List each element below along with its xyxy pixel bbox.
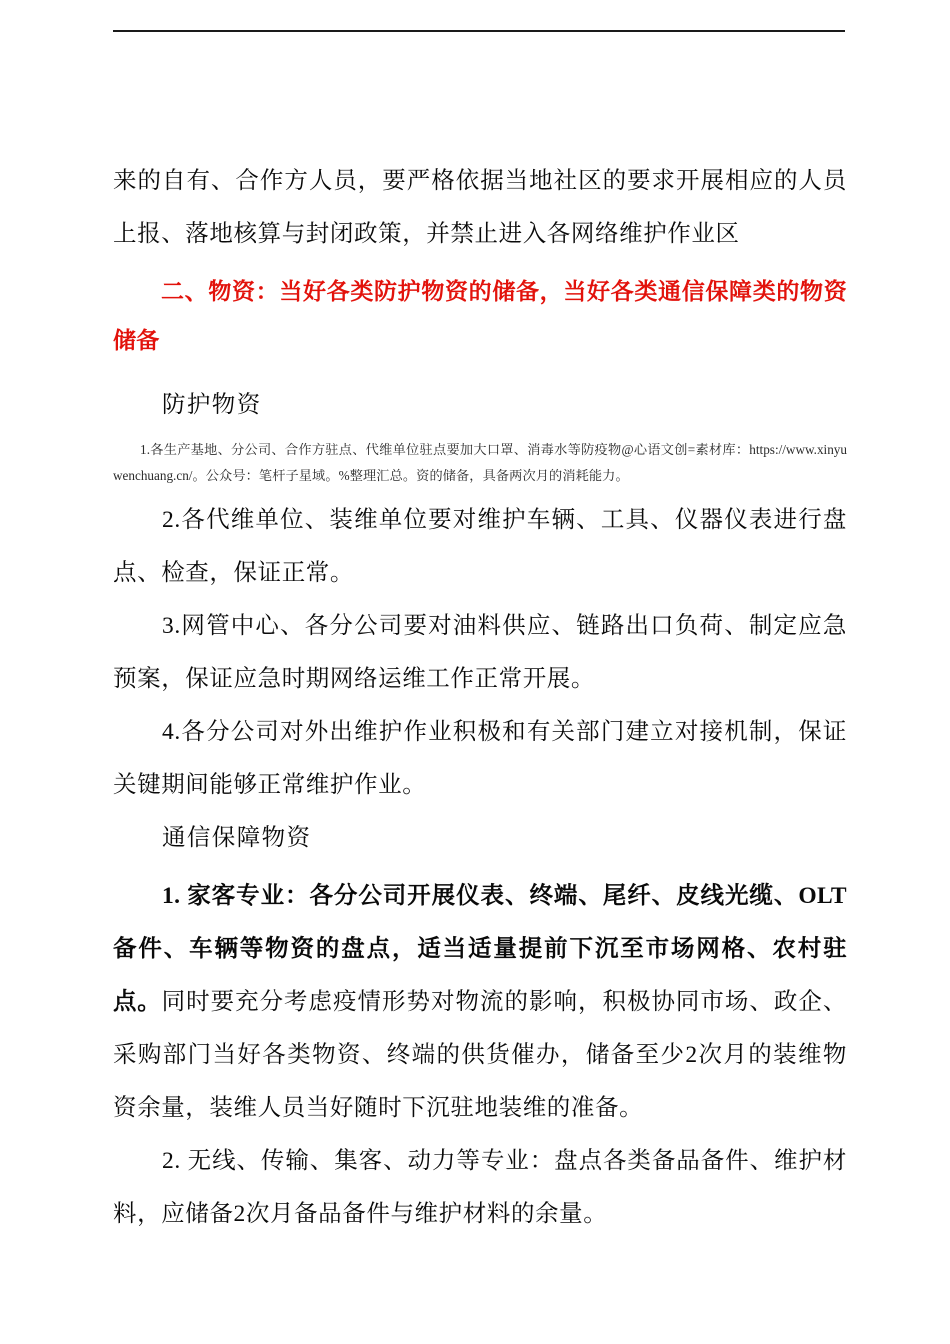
small-note-suffix: 。公众号：笔杆子星域。%整理汇总。资的储备，具备两次月的消耗能力。 <box>192 467 629 483</box>
sublabel-protective-materials: 防护物资 <box>162 392 262 418</box>
spacer <box>113 365 847 379</box>
list-item-comms-1-emphasis: 1. 家客专业：各分公司开展仪表、终端、尾纤、皮线光缆、OLT备件、车辆等物资的盘点，适当适量提前下沉至市场网格、农村驻点。 <box>113 883 847 1015</box>
small-note-block <box>113 437 847 488</box>
list-item-protective-2: 2.各代维单位、装维单位要对维护车辆、工具、仪器仪表进行盘点、检查，保证正常。 <box>113 507 847 586</box>
sublabel-comms-materials: 通信保障物资 <box>162 825 312 851</box>
paragraph-continuation: 来的自有、合作方人员，要严格依据当地社区的要求开展相应的人员上报、落地核算与封闭政策，并禁止进入各网络维护作业区 <box>113 168 847 247</box>
list-item-comms-1-body: 同时要充分考虑疫情形势对物流的影响，积极协同市场、政企、采购部门当好各类物资、终端的供货催办，储备至少2次月的装维物资余量，装维人员当好随时下沉驻地装维的准备。 <box>113 989 847 1121</box>
list-item-comms-1 <box>113 870 847 1135</box>
list-item-comms-2: 2. 无线、传输、集客、动力等专业：盘点各类备品备件、维护材料，应储备2次月备品备件与维护材料的余量。 <box>113 1148 847 1227</box>
document-body <box>113 155 847 1241</box>
small-note-url: https://www.xinyuwenchuang.cn/ <box>113 442 847 483</box>
list-item-protective-3: 3.网管中心、各分公司要对油料供应、链路出口负荷、制定应急预案，保证应急时期网络运维工作正常开展。 <box>113 613 847 692</box>
page-header <box>0 0 950 70</box>
section-heading-materials: 二、物资：当好各类防护物资的储备，当好各类通信保障类的物资储备 <box>113 278 847 353</box>
header-divider-rule <box>113 30 845 32</box>
list-item-protective-4: 4.各分公司对外出维护作业积极和有关部门建立对接机制，保证关键期间能够正常维护作业。 <box>113 719 847 798</box>
small-note-prefix: 1.各生产基地、分公司、合作方驻点、代维单位驻点要加大口罩、消毒水等防疫物@心语文创=素材库： <box>140 442 750 457</box>
